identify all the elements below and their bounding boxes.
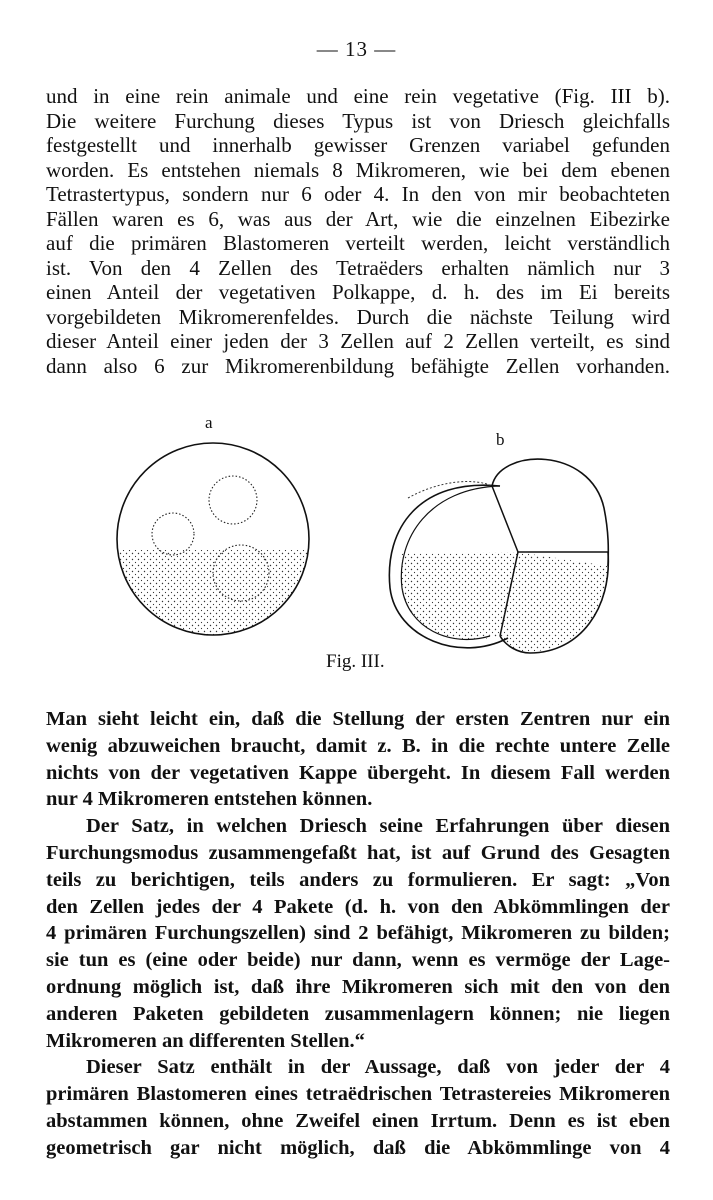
text-line: festgestellt und innerhalb gewisser Grenzen variabel gefunden bbox=[46, 133, 670, 157]
text-line: teils zu berichtigen, teils anders zu formulieren. Er sagt: „Von bbox=[46, 868, 670, 891]
text-line: den Zellen jedes der 4 Pakete (d. h. von den Abkömmlingen der bbox=[46, 895, 670, 918]
text-line: dann also 6 zur Mikromerenbildung befähigte Zellen vorhanden. bbox=[46, 353, 670, 378]
text-line: einen Anteil der vegetativen Polkappe, d. h. des im Ei bereits bbox=[46, 280, 670, 304]
text-line: Dieser Satz enthält in der Aussage, daß von jeder der 4 bbox=[86, 1056, 670, 1079]
figure-a-drawing bbox=[113, 438, 313, 640]
text-line: nichts von der vegetativen Kappe übergeht. In diesem Fall werden bbox=[46, 761, 670, 784]
text-line: Mikromeren an differenten Stellen.“ bbox=[46, 1029, 365, 1052]
text-line: 4 primären Furchungszellen) sind 2 befähigt, Mikromeren zu bilden; bbox=[46, 922, 670, 945]
text-line: wenig abzuweichen braucht, damit z. B. in die rechte untere Zelle bbox=[46, 734, 670, 757]
text-line: worden. Es entstehen niemals 8 Mikromeren, wie bei dem ebenen bbox=[46, 157, 670, 182]
text-line: abstammen können, ohne Zweifel einen Irrtum. Denn es ist eben bbox=[46, 1109, 670, 1132]
page-number: — 13 — bbox=[316, 37, 397, 61]
figure-label-b: b bbox=[496, 430, 505, 449]
text-line: Man sieht leicht ein, daß die Stellung der ersten Zentren nur ein bbox=[46, 708, 670, 730]
text-line: dieser Anteil einer jeden der 3 Zellen auf 2 Zellen verteilt, es sind bbox=[46, 329, 670, 353]
text-line: vorgebildeten Mikromerenfeldes. Durch die nächste Teilung wird bbox=[46, 304, 670, 329]
text-line: sie tun es (eine oder beide) nur dann, wenn es vermöge der Lage- bbox=[46, 949, 670, 972]
text-line: primären Blastomeren eines tetraëdrischen Tetrastereies Mikromeren bbox=[46, 1083, 670, 1106]
figure-caption: Fig. III. bbox=[326, 651, 385, 672]
figure-b-drawing bbox=[380, 448, 612, 658]
text-line: ordnung möglich ist, daß ihre Mikromeren sich mit den von den bbox=[46, 975, 670, 998]
text-line: auf die primären Blastomeren verteilt werden, leicht verständlich bbox=[46, 231, 670, 255]
text-line: anderen Paketen gebildeten zusammenlagern können; nie liegen bbox=[46, 1002, 670, 1025]
text-line: nur 4 Mikromeren entstehen können. bbox=[46, 788, 373, 811]
paragraph-lower bbox=[46, 706, 670, 1162]
text-line: geometrisch gar nicht möglich, daß die Abkömmlinge von 4 bbox=[46, 1136, 670, 1159]
text-line: Furchungsmodus zusammengefaßt hat, ist auf Grund des Gesagten bbox=[46, 841, 670, 864]
figure-label-a: a bbox=[205, 413, 213, 432]
paragraph-top bbox=[46, 84, 670, 378]
text-line: Die weitere Furchung dieses Typus ist von Driesch gleichfalls bbox=[46, 108, 670, 133]
text-line: Tetrastertypus, sondern nur 6 oder 4. In den von mir beobachteten bbox=[46, 182, 670, 206]
text-line: und in eine rein animale und eine rein vegetative (Fig. III b). bbox=[46, 84, 670, 108]
text-line: ist. Von den 4 Zellen des Tetraëders erhalten nämlich nur 3 bbox=[46, 255, 670, 280]
text-line: Der Satz, in welchen Driesch seine Erfahrungen über diesen bbox=[86, 815, 670, 838]
text-line: Fällen waren es 6, was aus der Art, wie die einzelnen Eibezirke bbox=[46, 206, 670, 231]
